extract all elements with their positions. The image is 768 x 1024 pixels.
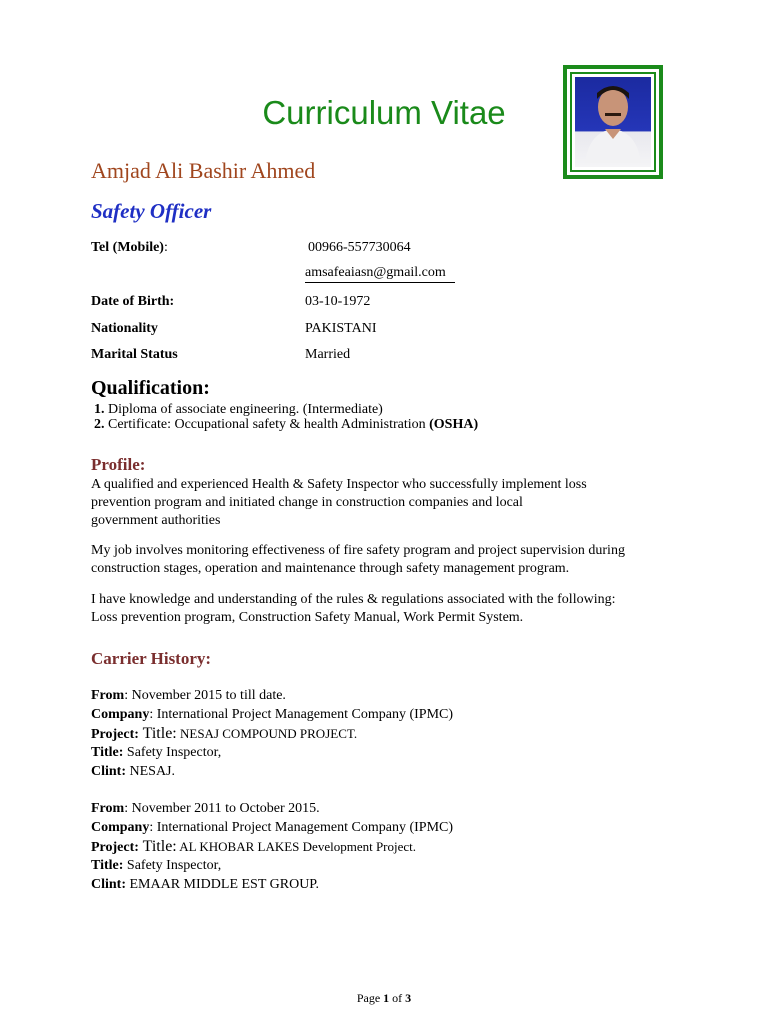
job-title-line: Title: Safety Inspector, [91,745,222,760]
job-company: Company: International Project Management Company (IPMC) [91,707,454,722]
document-title: Curriculum Vitae [262,94,506,131]
dob-value: 03-10-1972 [305,294,371,309]
email-link[interactable]: amsafeaiasn@gmail.com [305,265,455,283]
page-number: Page 1 of 3 [356,991,412,1005]
qualification-item: 2. Certificate: Occupational safety & health Administration (OSHA) [94,417,479,432]
job-client: Clint: NESAJ. [91,764,176,779]
job-from: From: November 2015 to till date. [91,688,286,703]
marital-label: Marital Status [91,347,178,362]
profile-paragraph-3: I have knowledge and understanding of the rules & regulations associated with the following: Loss prevention program, Construction Safety Manual, Work Permit System. [91,592,616,625]
profile-photo [575,77,651,167]
qualification-item: 1. Diploma of associate engineering. (Intermediate) [94,402,383,417]
job-from: From: November 2011 to October 2015. [91,801,320,816]
job-title-line: Title: Safety Inspector, [91,858,222,873]
nationality-label: Nationality [91,321,158,336]
tel-label: Tel (Mobile): [91,240,168,255]
job-company: Company: International Project Management Company (IPMC) [91,820,454,835]
nationality-value: PAKISTANI [305,321,377,336]
profile-heading: Profile: [91,455,146,474]
history-heading: Carrier History: [91,649,212,668]
candidate-name: Amjad Ali Bashir Ahmed [91,158,316,183]
profile-paragraph-2: My job involves monitoring effectiveness of fire safety program and project supervision during construction stages, operation and maintenance through safety management program. [91,543,625,576]
qualification-heading: Qualification: [91,377,210,399]
job-project: Project: Title: NESAJ COMPOUND PROJECT. [91,725,358,742]
tel-value: 00966-557730064 [308,240,411,255]
marital-value: Married [305,347,351,362]
profile-paragraph-1: A qualified and experienced Health & Safety Inspector who successfully implement loss prevention program and initiated change in construction companies and local government authorities [91,477,587,528]
profile-photo-frame [563,65,663,179]
dob-label: Date of Birth: [91,294,175,309]
job-title: Safety Officer [91,199,212,223]
job-client: Clint: EMAAR MIDDLE EST GROUP. [91,877,320,892]
job-project: Project: Title: AL KHOBAR LAKES Development Project. [91,838,417,855]
